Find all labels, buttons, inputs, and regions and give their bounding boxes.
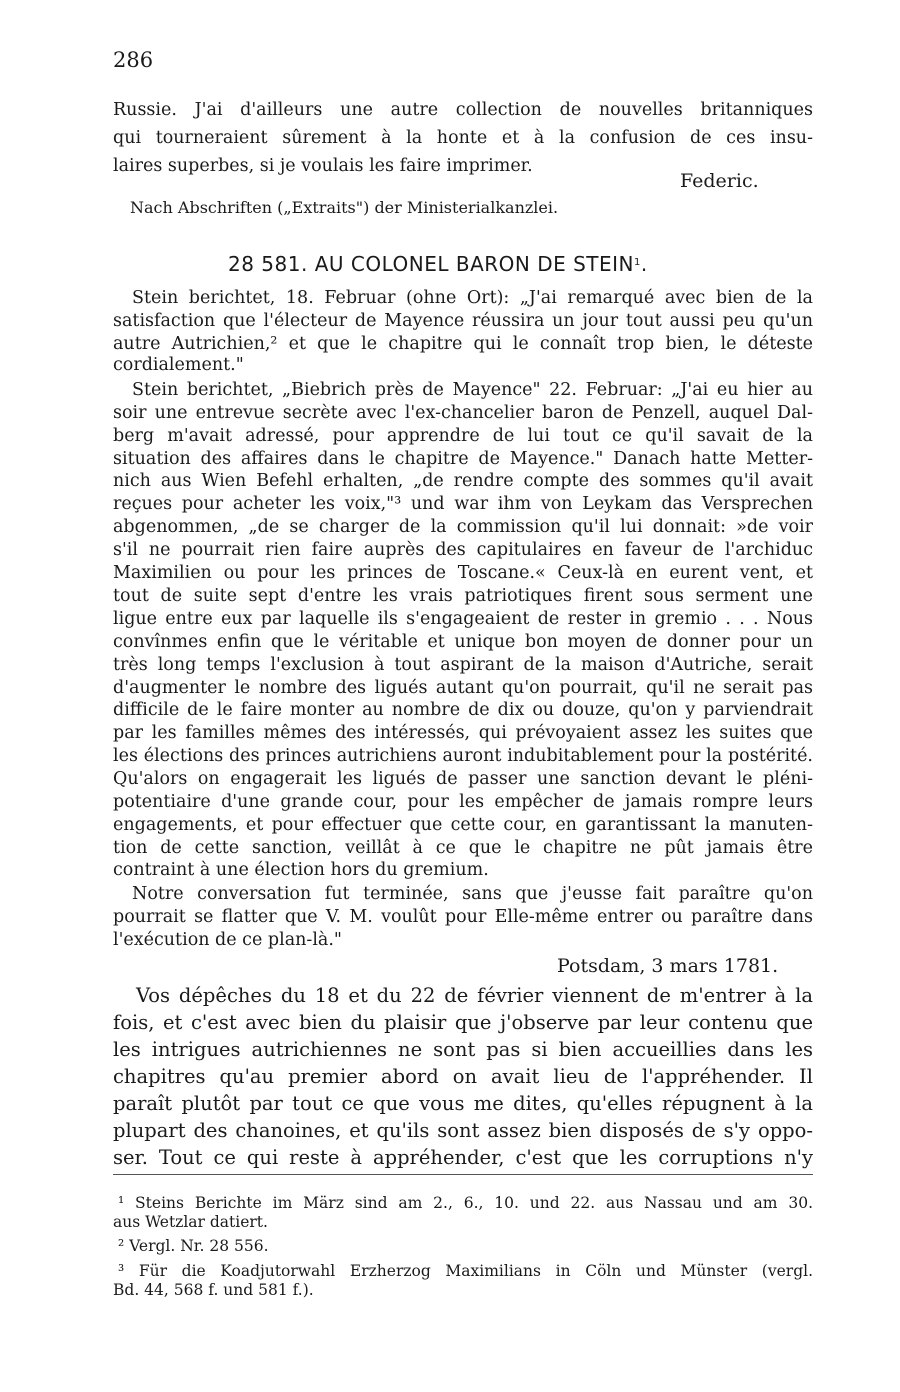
text-line: qui tourneraient sûrement à la honte et à la confusion de ces insu- bbox=[113, 128, 813, 148]
summary-line: satisfaction que l'électeur de Mayence réussira un jour tout aussi peu qu'un bbox=[113, 311, 813, 331]
letter-line: ser. Tout ce qui reste à appréhender, c'est que les corruptions n'y bbox=[113, 1146, 813, 1169]
summary-line: tion de cette sanction, veillât à ce que le chapitre ne pût jamais être bbox=[113, 838, 813, 858]
summary-line: s'il ne pourrait rien faire auprès des capitulaires en faveur de l'archiduc bbox=[113, 540, 813, 560]
text-line: laires superbes, si je voulais les faire imprimer. bbox=[113, 156, 533, 176]
letter-line: fois, et c'est avec bien du plaisir que j'observe par leur contenu que bbox=[113, 1011, 813, 1034]
summary-line: Notre conversation fut terminée, sans que j'eusse fait paraître qu'on bbox=[132, 884, 813, 904]
summary-line: Stein berichtet, „Biebrich près de Mayence" 22. Februar: „J'ai eu hier au bbox=[132, 380, 813, 400]
summary-line: situation des affaires dans le chapitre de Mayence." Danach hatte Metter- bbox=[113, 449, 813, 469]
letter-line: plupart des chanoines, et qu'ils sont assez bien disposés de s'y oppo- bbox=[113, 1119, 813, 1142]
summary-line: Stein berichtet, 18. Februar (ohne Ort): „J'ai remarqué avec bien de la bbox=[132, 288, 813, 308]
summary-line: reçues pour acheter les voix,"³ und war ihm von Leykam das Versprechen bbox=[113, 494, 813, 514]
page-number: 286 bbox=[113, 48, 154, 72]
summary-line: potentiaire d'une grande cour, pour les empêcher de jamais rompre leurs bbox=[113, 792, 813, 812]
footnote-line: ² Vergl. Nr. 28 556. bbox=[118, 1237, 269, 1255]
summary-line: ligue entre eux par laquelle ils s'engageaient de rester in gremio . . . Nous bbox=[113, 609, 813, 629]
summary-line: autre Autrichien,² et que le chapitre qui le connaît trop bien, le déteste bbox=[113, 334, 813, 354]
footnote-divider bbox=[113, 1174, 813, 1175]
letter-line: paraît plutôt par tout ce que vous me dites, qu'elles répugnent à la bbox=[113, 1092, 813, 1115]
source-note: Nach Abschriften („Extraits") der Ministerialkanzlei. bbox=[130, 198, 559, 217]
letter-line: les intrigues autrichiennes ne sont pas si bien accueillies dans les bbox=[113, 1038, 813, 1061]
summary-line: très long temps l'exclusion à tout aspirant de la maison d'Autriche, serait bbox=[113, 655, 813, 675]
summary-line: berg m'avait adressé, pour apprendre de lui tout ce qu'il savait de la bbox=[113, 426, 813, 446]
heading-text: 28 581. AU COLONEL BARON DE STEIN bbox=[228, 252, 635, 276]
summary-line: par les familles mêmes des intéressés, qui prévoyaient assez les suites que bbox=[113, 723, 813, 743]
heading-end: . bbox=[640, 252, 648, 276]
summary-line: pourrait se flatter que V. M. voulût pour Elle-même entrer ou paraître dans bbox=[113, 907, 813, 927]
summary-line: tout de suite sept d'entre les vrais patriotiques firent sous serment une bbox=[113, 586, 813, 606]
summary-line: nich aus Wien Befehl erhalten, „de rendre compte des sommes qu'il avait bbox=[113, 471, 813, 491]
summary-line: Qu'alors on engagerait les ligués de passer une sanction devant le pléni- bbox=[113, 769, 813, 789]
footnote-line: aus Wetzlar datiert. bbox=[113, 1213, 268, 1231]
summary-line: d'augmenter le nombre des ligués autant qu'on pourrait, qu'il ne serait pas bbox=[113, 678, 813, 698]
summary-line: difficile de le faire monter au nombre de dix ou douze, qu'on y parviendrait bbox=[113, 700, 813, 720]
summary-line: abgenommen, „de se charger de la commission qu'il lui donnait: »de voir bbox=[113, 517, 813, 537]
text-line: Russie. J'ai d'ailleurs une autre collection de nouvelles britanniques bbox=[113, 100, 813, 120]
dateline: Potsdam, 3 mars 1781. bbox=[557, 955, 779, 977]
summary-line: soir une entrevue secrète avec l'ex-chancelier baron de Penzell, auquel Dal- bbox=[113, 403, 813, 423]
summary-line: cordialement." bbox=[113, 355, 244, 375]
letter-heading bbox=[228, 252, 648, 276]
summary-line: engagements, et pour effectuer que cette cour, en garantissant la manuten- bbox=[113, 815, 813, 835]
footnote-line: Bd. 44, 568 f. und 581 f.). bbox=[113, 1281, 314, 1299]
footnote-line: ¹ Steins Berichte im März sind am 2., 6., 10. und 22. aus Nassau und am 30. bbox=[118, 1194, 813, 1212]
summary-line: l'exécution de ce plan-là." bbox=[113, 930, 342, 950]
summary-line: Maximilien ou pour les princes de Toscane.« Ceux-là en eurent vent, et bbox=[113, 563, 813, 583]
signature: Federic. bbox=[680, 170, 759, 192]
footnote-mark: 1 bbox=[634, 257, 641, 268]
letter-line: chapitres qu'au premier abord on avait lieu de l'appréhender. Il bbox=[113, 1065, 813, 1088]
summary-line: les élections des princes autrichiens auront indubitablement pour la postérité. bbox=[113, 746, 813, 766]
summary-line: contraint à une élection hors du gremium. bbox=[113, 860, 489, 880]
letter-line: Vos dépêches du 18 et du 22 de février viennent de m'entrer à la bbox=[136, 984, 813, 1007]
footnote-line: ³ Für die Koadjutorwahl Erzherzog Maximilians in Cöln und Münster (vergl. bbox=[118, 1262, 813, 1280]
summary-line: convînmes enfin que le véritable et unique bon moyen de donner pour un bbox=[113, 632, 813, 652]
